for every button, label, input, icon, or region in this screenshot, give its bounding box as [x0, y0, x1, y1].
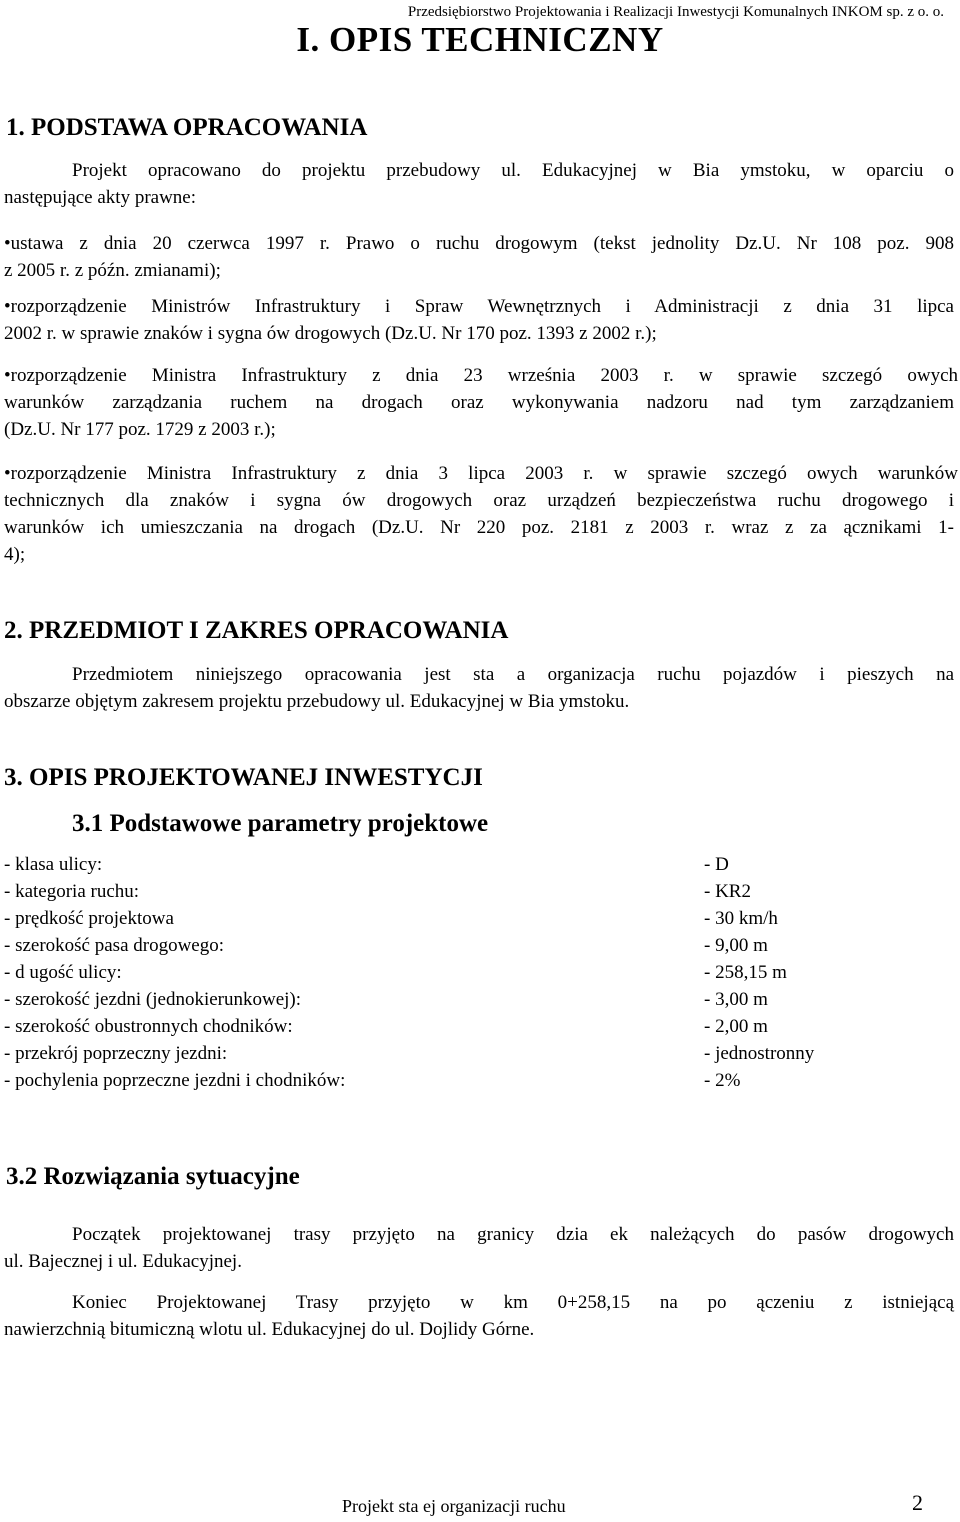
act-1-line-2: z 2005 r. z późn. zmianami);: [4, 260, 221, 281]
param-label: - kategoria ruchu:: [4, 881, 140, 902]
param-value: - 2%: [704, 1070, 741, 1091]
act-4-line-1: •rozporządzenie Ministra Infrastruktury z dnia 3 lipca 2003 r. w sprawie szczegó owych warunków: [4, 463, 958, 484]
subsection-3-2-para-2-line-2: nawierzchnią bitumiczną wlotu ul. Edukacyjnej do ul. Dojlidy Górne.: [4, 1319, 535, 1340]
param-value: - 30 km/h: [704, 908, 778, 929]
param-value: - KR2: [704, 881, 751, 902]
section-2-line-2: obszarze objętym zakresem projektu przebudowy ul. Edukacyjnej w Bia ymstoku.: [4, 691, 630, 712]
param-label: - przekrój poprzeczny jezdni:: [4, 1043, 228, 1064]
param-label: - pochylenia poprzeczne jezdni i chodników:: [4, 1070, 346, 1091]
document-title: I. OPIS TECHNICZNY: [296, 20, 664, 59]
page-number: 2: [912, 1490, 923, 1515]
act-4-line-4: 4);: [4, 544, 26, 565]
act-4-line-3: warunków ich umieszczania na drogach (Dz.U. Nr 220 poz. 2181 z 2003 r. wraz z za ącznikami 1-: [4, 517, 954, 538]
param-value: - D: [704, 854, 729, 875]
subsection-3-2-heading: 3.2 Rozwiązania sytuacyjne: [6, 1163, 300, 1190]
act-2-line-2: 2002 r. w sprawie znaków i sygna ów drogowych (Dz.U. Nr 170 poz. 1393 z 2002 r.);: [4, 323, 657, 344]
param-label: - prędkość projektowa: [4, 908, 174, 929]
param-value: - 2,00 m: [704, 1016, 768, 1037]
act-3-line-2: warunków zarządzania ruchem na drogach oraz wykonywania nadzoru nad tym zarządzaniem: [4, 392, 954, 413]
param-label: - d ugość ulicy:: [4, 962, 122, 983]
param-label: - klasa ulicy:: [4, 854, 103, 875]
subsection-3-2-para-2-line-1: Koniec Projektowanej Trasy przyjęto w km 0+258,15 na po ączeniu z istniejącą: [72, 1292, 954, 1313]
act-3-line-1: •rozporządzenie Ministra Infrastruktury z dnia 23 września 2003 r. w sprawie szczegó owych: [4, 365, 958, 386]
param-value: - jednostronny: [704, 1043, 815, 1064]
act-1-line-1: •ustawa z dnia 20 czerwca 1997 r. Prawo o ruchu drogowym (tekst jednolity Dz.U. Nr 108 poz. 908: [4, 233, 954, 254]
param-value: - 258,15 m: [704, 962, 787, 983]
subsection-3-1-heading: 3.1 Podstawowe parametry projektowe: [72, 810, 489, 837]
section-2-line-1: Przedmiotem niniejszego opracowania jest sta a organizacja ruchu pojazdów i pieszych na: [72, 664, 954, 685]
param-label: - szerokość pasa drogowego:: [4, 935, 225, 956]
act-2-line-1: •rozporządzenie Ministrów Infrastruktury i Spraw Wewnętrznych i Administracji z dnia 31 lipca: [4, 296, 954, 317]
section-1-heading: 1. PODSTAWA OPRACOWANIA: [6, 114, 368, 141]
intro-line-2: następujące akty prawne:: [4, 187, 197, 208]
section-2-heading: 2. PRZEDMIOT I ZAKRES OPRACOWANIA: [4, 617, 509, 644]
subsection-3-2-para-1-line-2: ul. Bajecznej i ul. Edukacyjnej.: [4, 1251, 242, 1272]
param-value: - 9,00 m: [704, 935, 768, 956]
page-header: Przedsiębiorstwo Projektowania i Realizacji Inwestycji Komunalnych INKOM sp. z o. o.: [407, 4, 944, 20]
section-3-heading: 3. OPIS PROJEKTOWANEJ INWESTYCJI: [4, 764, 483, 791]
intro-line-1: Projekt opracowano do projektu przebudowy ul. Edukacyjnej w Bia ymstoku, w oparciu o: [72, 160, 954, 181]
param-label: - szerokość jezdni (jednokierunkowej):: [4, 989, 302, 1010]
param-value: - 3,00 m: [704, 989, 768, 1010]
subsection-3-2-para-1-line-1: Początek projektowanej trasy przyjęto na granicy dzia ek należących do pasów drogowych: [72, 1224, 954, 1245]
page-footer: Projekt sta ej organizacji ruchu: [342, 1496, 566, 1516]
act-4-line-2: technicznych dla znaków i sygna ów drogowych oraz urządzeń bezpieczeństwa ruchu drogowego i: [4, 490, 954, 511]
param-label: - szerokość obustronnych chodników:: [4, 1016, 293, 1037]
act-3-line-3: (Dz.U. Nr 177 poz. 1729 z 2003 r.);: [4, 419, 276, 440]
